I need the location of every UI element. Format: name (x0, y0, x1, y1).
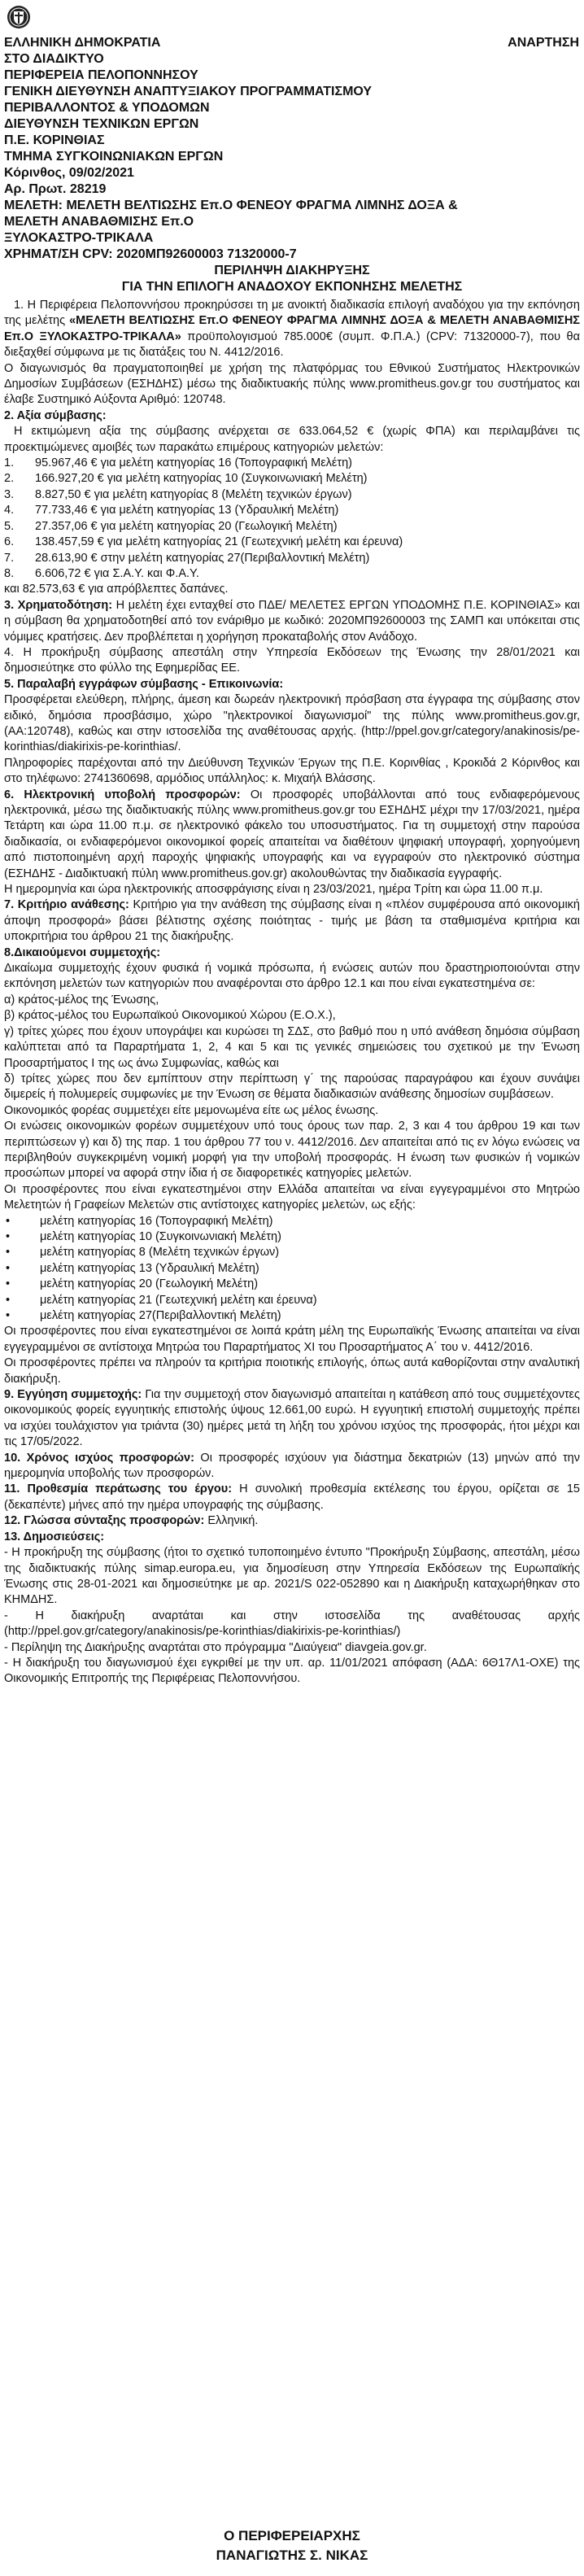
intro-text: 1. Η Περιφέρεια Πελοποννήσου προκηρύσσει τη με ανοικτή διαδικασία επιλογή αναδόχου για την εκπόνηση της μελέτης (4, 299, 580, 328)
summary-title: ΠΕΡΙΛΗΨΗ ΔΙΑΚΗΡΥΞΗΣ (214, 264, 370, 277)
list-item: • μελέτη κατηγορίας 16 (Τοπογραφική Μελέτη) (4, 1214, 580, 1229)
date-line: Κόρινθος, 09/02/2021 (4, 166, 134, 180)
signature-title: Ο ΠΕΡΙΦΕΡΕΙΑΡΧΗΣ (224, 2528, 360, 2543)
section-heading: 12. Γλώσσα σύνταξης προσφορών: (4, 1514, 205, 1528)
eligibility-text: Οι ενώσεις οικονομικών φορέων συμμετέχουν υπό τους όρους των παρ. 2, 3 και 4 του άρθρου 19 και των περιπτώσεων γ) και δ) της παρ. 1 του άρθρου 77 του ν. 4412/2016. Δεν απαιτείται από τις εν λόγω ενώσεις να περιβληθούν συγκεκριμένη νομική μορφή για την υποβολή προσφοράς. Η ένωση των φυσικών ή νομικών προσώπων μπορεί να αφορά στην ίδια ή σε διαφορετικές κατηγορίες μελετών. (4, 1120, 580, 1181)
list-item: • μελέτη κατηγορίας 10 (Συγκοινωνιακή Μελέτη) (4, 1229, 580, 1245)
platform-text: Ο διαγωνισμός θα πραγματοποιηθεί με χρήση της πλατφόρμας του Εθνικού Συστήματος Ηλεκτρονικών Δημοσίων Συμβάσεων (ΕΣΗΔΗΣ) μέσω της διαδικτυακής πύλης www.promitheus.gov.gr του συστήματος και έλαβε Συστημικό Αύξοντα Αριθμό: 120748. (4, 361, 580, 407)
submission-text: Οι προσφορές υποβάλλονται από τους ενδιαφερόμενους ηλεκτρονικά, μέσω της διαδικτυακής πύλης www.promitheus.gov.gr του ΕΣΗΔΗΣ μέχρι την 17/03/2021, ημέρα Τετάρτη και ώρα 11.00 π.μ. σε ηλεκτρονικό φάκελο του υποσυστήματος. Για τη συμμετοχή στην παρούσα διαδικασία, οι ενδιαφερόμενοι οικονομικοί φορείς απαιτείται να διαθέτουν ψηφιακή υπογραφή, χορηγούμενη από πιστοποιημένη αρχή παροχής ψηφιακής υπογραφής και να εγγραφούν στο ηλεκτρονικό σύστημα (ΕΣΗΔΗΣ - Διαδικτυακή πύλη www.promitheus.gov.gr) ακολουθώντας την διαδικασία εγγραφής. (4, 788, 580, 880)
eligibility-item: γ) τρίτες χώρες που έχουν υπογράψει και κυρώσει τη ΣΔΣ, στο βαθμό που η υπό ανάθεση δημόσια σύμβαση καλύπτεται από τα Παραρτήματα 1, 2, 4 και 5 και τις γενικές σημειώσεις του σχετικού με την Ένωση Προσαρτήματος I της ως άνω Συμφωνίας, καθώς και (4, 1024, 580, 1070)
list-item: 3. 8.827,50 € για μελέτη κατηγορίας 8 (Μελέτη τεχνικών έργων) (4, 487, 352, 501)
contact-info-text: Πληροφορίες παρέχονται από την Διεύθυνση Τεχνικών Έργων της Π.Ε. Κορινθίας , Κροκιδά 2 Κόρινθος και στο τηλέφωνο: 2741360698, αρμόδιος υπάλληλος: κ. Μιχαήλ Βλάσσης. (4, 756, 580, 786)
list-item: 1. 95.967,46 € για μελέτη κατηγορίας 16 (Τοπογραφική Μελέτη) (4, 456, 352, 470)
header-line: ΣΤΟ ΔΙΑΔΙΚΤΥΟ (4, 52, 104, 66)
list-item: 8. 6.606,72 € για Σ.Α.Υ. και Φ.Α.Υ. (4, 566, 199, 580)
bullet-icon: • (6, 1214, 11, 1228)
intro-budget-text: προϋπολογισμού 785.000€ (συμπ. Φ.Π.Α.) (CPV: 71320000-7), που θα διεξαχθεί σύμφωνα με τις διατάξεις του Ν. 4412/2016. (4, 330, 581, 360)
notice-body (4, 298, 580, 1687)
publication-item: - Η διακήρυξη του διαγωνισμού έχει εγκριθεί με την υπ. αρ. 11/01/2021 απόφαση (ΑΔΑ: 6Θ17Λ1-ΟΧΕ) της Οικονομικής Επιτροπής της Περιφέρειας Πελοποννήσου. (4, 1656, 580, 1686)
eligibility-text: Οι προσφέροντες που είναι εγκατεστημένοι στην Ελλάδα απαιτείται να είναι εγγεγραμμένοι στο Μητρώο Μελετητών ή Γραφείων Μελετών στις αντίστοιχες κατηγορίες μελετών, ως εξής: (4, 1182, 580, 1212)
contingency-text: και 82.573,63 € για απρόβλεπτες δαπάνες. (4, 583, 229, 596)
list-item: 5. 27.357,06 € για μελέτη κατηγορίας 20 (Γεωλογική Μελέτη) (4, 519, 338, 533)
subject-line: ΞΥΛΟΚΑΣΤΡΟ-ΤΡΙΚΑΛΑ (4, 231, 154, 245)
summary-subtitle: ΓΙΑ ΤΗΝ ΕΠΙΛΟΓΗ ΑΝΑΔΟΧΟΥ ΕΚΠΟΝΗΣΗΣ ΜΕΛΕΤΗΣ (121, 280, 463, 294)
subject-line: ΜΕΛΕΤΗ: ΜΕΛΕΤΗ ΒΕΛΤΙΩΣΗΣ Επ.Ο ΦΕΝΕΟΥ ΦΡΑΓΜΑ ΛΙΜΝΗΣ ΔΟΞΑ & (4, 199, 458, 212)
language-text: Ελληνική. (204, 1514, 259, 1528)
validity-text: Οι προσφορές ισχύουν για διάστημα δεκατριών (13) μηνών από την ημερομηνία υποβολής των προσφορών. (4, 1451, 580, 1481)
section-heading: 6. Ηλεκτρονική υποβολή προσφορών: (4, 788, 241, 801)
protocol-number: Αρ. Πρωτ. 28219 (4, 182, 107, 196)
eligibility-text: Οι προσφέροντες που είναι εγκατεστημένοι σε λοιπά κράτη μέλη της Ευρωπαϊκής Ένωσης απαιτείται να είναι εγγεγραμμένοι σε αντίστοιχα Μητρώα του Παραρτήματος XI του Προσαρτήματος Α΄ του ν. 4412/2016. (4, 1325, 580, 1354)
opening-date-text: Η ημερομηνία και ώρα ηλεκτρονικής αποσφράγισης είναι η 23/03/2021, ημέρα Τρίτη και ώρα 11.00 π.μ. (4, 883, 543, 897)
greek-emblem-icon (7, 5, 31, 29)
list-item: • μελέτη κατηγορίας 21 (Γεωτεχνική μελέτη και έρευνα) (4, 1293, 580, 1308)
section-heading: 3. Χρηματοδότηση: (4, 598, 113, 612)
bullet-icon: • (6, 1293, 11, 1307)
section-heading: 5. Παραλαβή εγγράφων σύμβασης - Επικοινωνία: (4, 677, 284, 691)
section-heading: 13. Δημοσιεύσεις: (4, 1530, 105, 1543)
publication-item: - Περίληψη της Διακήρυξης αναρτάται στο πρόγραμμα "Διαύγεια" diavgeia.gov.gr. (4, 1640, 427, 1654)
publication-text: 4. Η προκήρυξη σύμβασης απεστάλη στην Υπηρεσία Εκδόσεων της Ένωσης την 28/01/2021 και δημοσιεύτηκε στο φύλλο της Εφημερίδας ΕΕ. (4, 645, 580, 675)
header-line: Π.Ε. ΚΟΡΙΝΘΙΑΣ (4, 133, 105, 147)
section-heading: 7. Κριτήριο ανάθεσης: (4, 898, 129, 912)
list-item: • μελέτη κατηγορίας 20 (Γεωλογική Μελέτη) (4, 1277, 580, 1292)
list-item: • μελέτη κατηγορίας 27(Περιβαλλοντική Μελέτη) (4, 1308, 580, 1324)
bullet-icon: • (6, 1261, 11, 1275)
section-heading: 10. Χρόνος ισχύος προσφορών: (4, 1451, 194, 1465)
publication-item: - Η διακήρυξη αναρτάται και στην ιστοσελίδα της αναθέτουσας αρχής (http://ppel.gov.gr/category/anakinosis/pe-korinthias/diakirixis-pe-korinthias/) (4, 1609, 580, 1639)
list-item: 4. 77.733,46 € για μελέτη κατηγορίας 13 (Υδραυλική Μελέτη) (4, 504, 339, 517)
section-heading: 2. Αξία σύμβασης: (4, 408, 107, 422)
eligibility-item: α) κράτος-μέλος της Ένωσης, (4, 993, 159, 1006)
header-line: ΕΛΛΗΝΙΚΗ ΔΗΜΟΚΡΑΤΙΑ (4, 36, 161, 50)
header-line: ΤΜΗΜΑ ΣΥΓΚΟΙΝΩΝΙΑΚΩΝ ΕΡΓΩΝ (4, 150, 224, 164)
project-title: «ΜΕΛΕΤΗ ΒΕΛΤΙΩΣΗΣ Επ.Ο ΦΕΝΕΟΥ ΦΡΑΓΜΑ ΛΙΜΝΗΣ ΔΟΞΑ & ΜΕΛΕΤΗ ΑΝΑΒΑΘΜΙΣΗΣ Επ.Ο ΞΥΛΟΚΑΣΤΡΟ-ΤΡΙΚΑΛΑ» (4, 314, 580, 343)
header-line: ΠΕΡΙΦΕΡΕΙΑ ΠΕΛΟΠΟΝΝΗΣΟΥ (4, 68, 198, 82)
contract-value-text: Η εκτιμώμενη αξία της σύμβασης ανέρχεται σε 633.064,52 € (χωρίς ΦΠΑ) και περιλαμβάνει τις προεκτιμώμενες αμοιβές των παρακάτω επιμέρους κατηγοριών μελετών: (4, 425, 580, 454)
list-item: • μελέτη κατηγορίας 13 (Υδραυλική Μελέτη) (4, 1261, 580, 1277)
signature-name: ΠΑΝΑΓΙΩΤΗΣ Σ. ΝΙΚΑΣ (216, 2548, 368, 2563)
deadline-text: Η συνολική προθεσμία εκτέλεσης του έργου, ορίζεται σε 15 (δεκαπέντε) μήνες από την ημέρα υπογραφής της σύμβασης. (4, 1482, 580, 1512)
posting-label: ΑΝΑΡΤΗΣΗ (508, 36, 579, 50)
section-heading: 8.Δικαιούμενοι συμμετοχής: (4, 945, 161, 959)
list-item: 6. 138.457,59 € για μελέτη κατηγορίας 21 (Γεωτεχνική μελέτη και έρευνα) (4, 535, 403, 549)
bullet-icon: • (6, 1277, 11, 1291)
bullet-icon: • (6, 1309, 11, 1322)
registry-category-list (4, 1214, 580, 1325)
subject-line: ΜΕΛΕΤΗ ΑΝΑΒΑΘΜΙΣΗΣ Επ.Ο (4, 215, 194, 229)
eligibility-item: β) κράτος-μέλος του Ευρωπαϊκού Οικονομικού Χώρου (Ε.Ο.Χ.), (4, 1009, 336, 1023)
eligibility-text: Οικονομικός φορέας συμμετέχει είτε μεμονωμένα είτε ως μέλος ένωσης. (4, 1103, 379, 1117)
header-line: ΠΕΡΙΒΑΛΛΟΝΤΟΣ & ΥΠΟΔΟΜΩΝ (4, 101, 210, 115)
documents-access-text: Προσφέρεται ελεύθερη, πλήρης, άμεση και δωρεάν ηλεκτρονική πρόσβαση στα έγγραφα της σύμβασης στον ειδικό, δημόσια προσβάσιμο, χώρο "ηλεκτρονικοί διαγωνισμοί" της πύλης www.promitheus.gov.gr, (ΑΑ:120748), καθώς και στην ιστοσελίδα της αναθέτουσας αρχής. (http://ppel.gov.gr/category/anakinosis/pe-korinthias/diakirixis-pe-korinthias/. (4, 693, 580, 754)
list-item: 7. 28.613,90 € στην μελέτη κατηγορίας 27(Περιβαλλοντική Μελέτη) (4, 551, 370, 565)
financing-cpv-line: ΧΡΗΜΑΤ/ΣΗ CPV: 2020ΜΠ92600003 71320000-7 (4, 247, 297, 261)
eligibility-item: δ) τρίτες χώρες που δεν εμπίπτουν στην περίπτωση γ΄ της παρούσας παραγράφου και έχουν συνάψει διμερείς ή πολυμερείς συμφωνίες με την Ένωση σε θέματα διαδικασιών ανάθεσης δημοσίων συμβάσεων. (4, 1072, 580, 1102)
eligibility-text: Δικαίωμα συμμετοχής έχουν φυσικά ή νομικά πρόσωπα, ή ενώσεις αυτών που δραστηριοποιούνται στην εκπόνηση μελετών των κατηγοριών που αναφέρονται στο άρθρο 12.1 και που είναι εγκατεστημένα σε: (4, 962, 580, 991)
header-line: ΔΙΕΥΘΥΝΣΗ ΤΕΧΝΙΚΩΝ ΕΡΓΩΝ (4, 117, 199, 131)
guarantee-text: Για την συμμετοχή στον διαγωνισμό απαιτείται η κατάθεση από τους συμμετέχοντες οικονομικούς φορείς εγγυητικής επιστολής ύψους 12.661,00 ευρώ. Η εγγυητική επιστολή συμμετοχής πρέπει να ισχύει τουλάχιστον για τριάντα (30) ημέρες μετά τη λήξη του χρόνου ισχύος της προσφοράς, ήτοι μέχρι και τις 17/05/2022. (4, 1388, 580, 1449)
list-item: 2. 166.927,20 € για μελέτη κατηγορίας 10 (Συγκοινωνιακή Μελέτη) (4, 472, 368, 486)
header-line: ΓΕΝΙΚΗ ΔΙΕΥΘΥΝΣΗ ΑΝΑΠΤΥΞΙΑΚΟΥ ΠΡΟΓΡΑΜΜΑΤΙΣΜΟΥ (4, 85, 373, 98)
section-heading: 11. Προθεσμία περάτωσης του έργου: (4, 1482, 233, 1496)
fee-list (4, 456, 580, 582)
award-criterion-text: Κριτήριο για την ανάθεση της σύμβασης είναι η «πλέον συμφέρουσα από οικονομική άποψη προσφορά» βάσει βέλτιστης σχέσης ποιότητας - τιμής με βάση τα σταθμισμένα κριτήρια και υποκριτήρια του άρθρου 21 της διακήρυξης. (4, 898, 580, 944)
eligibility-text: Οι προσφέροντες πρέπει να πληρούν τα κριτήρια ποιοτικής επιλογής, όπως αυτά καθορίζονται στην αναλυτική διακήρυξη. (4, 1356, 580, 1386)
section-heading: 9. Εγγύηση συμμετοχής: (4, 1388, 142, 1402)
publication-item: - Η προκήρυξη της σύμβασης (ήτοι το σχετικό τυποποιημένο έντυπο "Προκήρυξη Σύμβασης, απεστάλη, μέσω της διαδικτυακής πύλης simap.europa.eu, για δημοσίευση στην Υπηρεσία Εκδόσεων της Ευρωπαϊκής Ένωσης στις 28-01-2021 και δημοσιεύτηκε με αρ. 2021/S 022-052890 και η Διακήρυξη καταχωρήθηκαν στο ΚΗΜΔΗΣ. (4, 1546, 580, 1607)
bullet-icon: • (6, 1246, 11, 1260)
bullet-icon: • (6, 1229, 11, 1243)
financing-text: Η μελέτη έχει ενταχθεί στο ΠΔΕ/ ΜΕΛΕΤΕΣ ΕΡΓΩΝ ΥΠΟΔΟΜΗΣ Π.Ε. ΚΟΡΙΝΘΙΑΣ» και η σύμβαση θα χρηματοδοτηθεί από τον ενάριθμο με κωδικό: 2020ΜΠ92600003 της ΣΑΜΠ και υπόκειται στις νόμιμες κρατήσεις. Δεν προβλέπεται η χορήγηση προκαταβολής στον Ανάδοχο. (4, 598, 580, 644)
list-item: • μελέτη κατηγορίας 8 (Μελέτη τεχνικών έργων) (4, 1245, 580, 1260)
